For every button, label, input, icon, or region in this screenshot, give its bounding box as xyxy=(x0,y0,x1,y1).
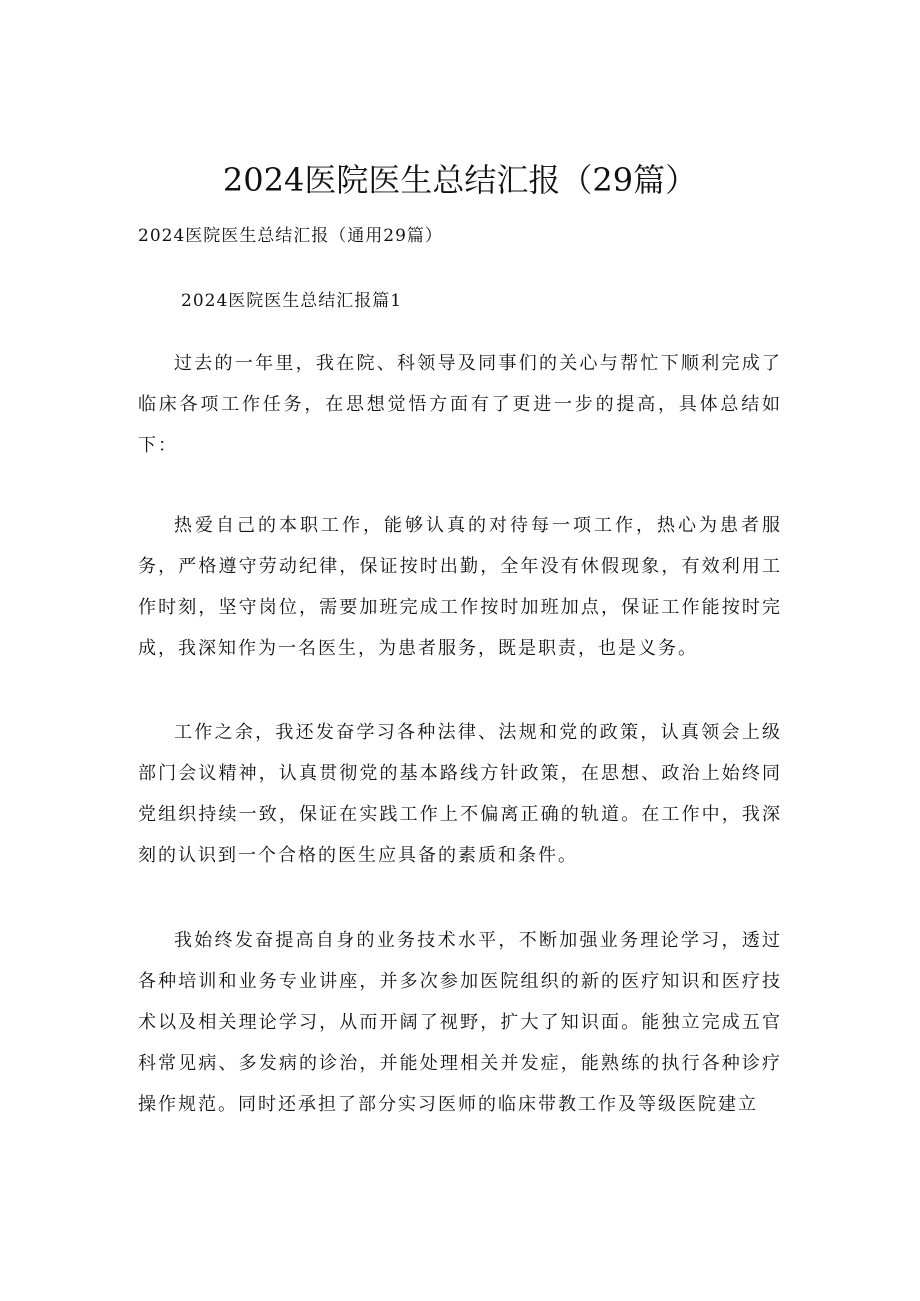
paragraph-4: 我始终发奋提高自身的业务技术水平，不断加强业务理论学习，透过各种培训和业务专业讲座，并多次参加医院组织的新的医疗知识和医疗技术以及相关理论学习，从而开阔了视野，扩大了知识面。能独立完成五官科常见病、多发病的诊治，并能处理相关并发症，能熟练的执行各种诊疗操作规范。同时还承担了部分实习医师的临床带教工作及等级医院建立 xyxy=(138,930,782,1115)
document-title: 2024医院医生总结汇报（29篇） xyxy=(222,161,698,199)
paragraph-2: 热爱自己的本职工作，能够认真的对待每一项工作，热心为患者服务，严格遵守劳动纪律，保证按时出勤，全年没有休假现象，有效利用工作时刻，坚守岗位，需要加班完成工作按时加班加点，保证工作能按时完成，我深知作为一名医生，为患者服务，既是职责，也是义务。 xyxy=(138,515,782,659)
paragraph-1: 过去的一年里，我在院、科领导及同事们的关心与帮忙下顺利完成了临床各项工作任务，在思想觉悟方面有了更进一步的提高，具体总结如下： xyxy=(138,353,782,456)
section-heading: 2024医院医生总结汇报篇1 xyxy=(181,291,403,311)
paragraph-3: 工作之余，我还发奋学习各种法律、法规和党的政策，认真领会上级部门会议精神，认真贯彻党的基本路线方针政策，在思想、政治上始终同党组织持续一致，保证在实践工作上不偏离正确的轨道。在工作中，我深刻的认识到一个合格的医生应具备的素质和条件。 xyxy=(138,722,782,866)
document-subtitle: 2024医院医生总结汇报（通用29篇） xyxy=(138,226,443,246)
